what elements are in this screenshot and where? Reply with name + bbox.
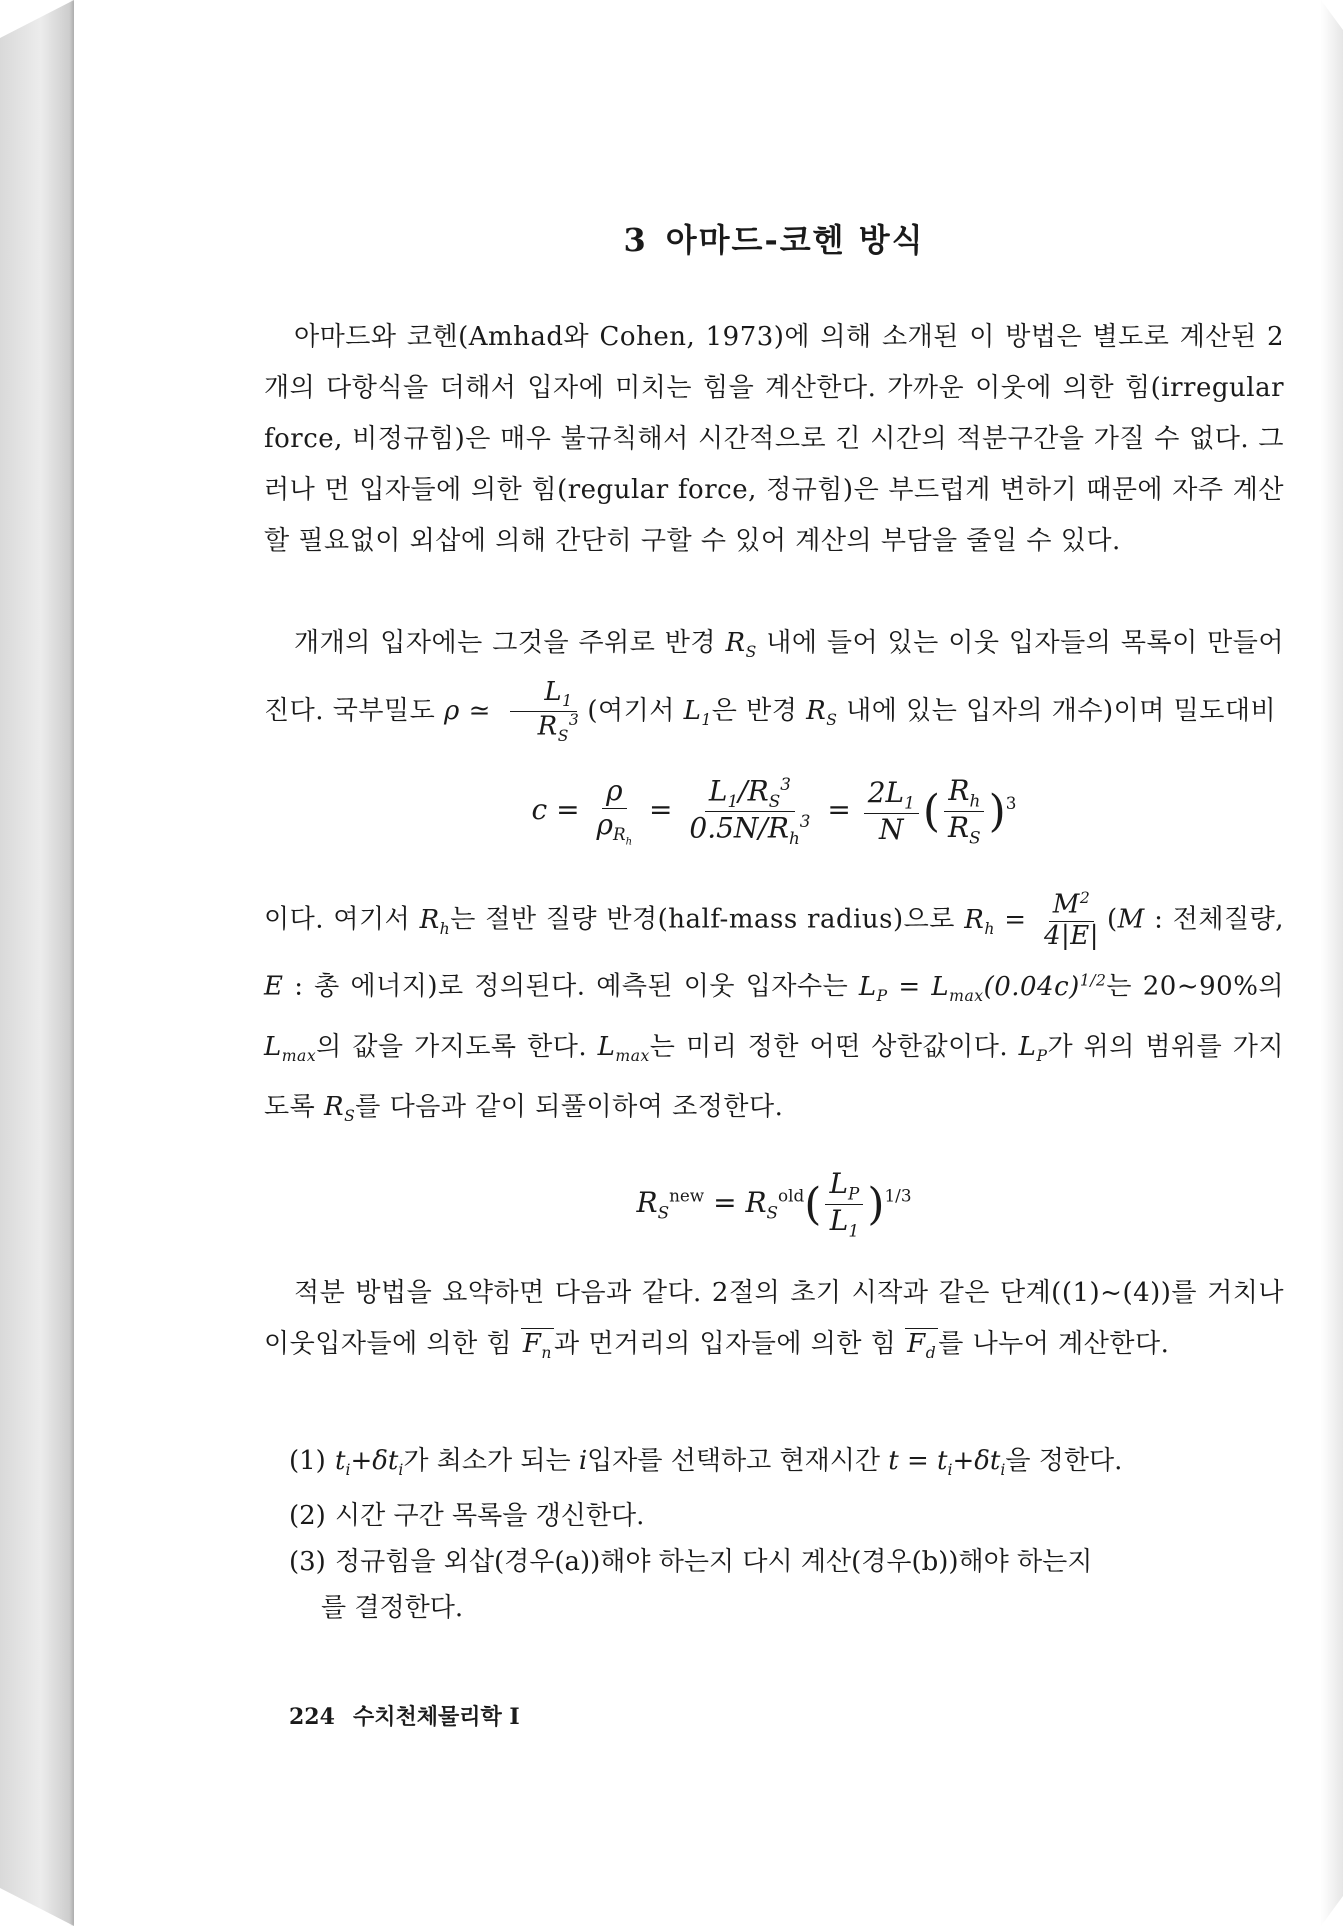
p3-i: 가 위의 범위를 가지도록	[264, 1031, 1284, 1122]
lmax-l: L	[931, 971, 950, 1002]
paragraph-1	[264, 312, 1284, 567]
ratio-cube: 3	[780, 774, 791, 794]
list-item-text: $t_i+\delta t_i$가 최소가 되는 i입자를 선택하고 현재시간 $t = t_i+\delta t_i$을 정한다.	[335, 1446, 1123, 1480]
update-frac	[825, 1168, 863, 1241]
frac-rho-num: ρ	[602, 775, 626, 808]
update-frac-den	[826, 1205, 863, 1241]
step-list	[289, 1438, 1284, 1631]
item1-e: 입자를 선택하고 현재시간	[587, 1446, 889, 1476]
lp-sub-2: P	[1036, 1046, 1048, 1065]
m-symbol: M	[1117, 904, 1145, 935]
half-exp: 1/2	[1079, 970, 1107, 989]
ratio-rs-sub: S	[768, 790, 781, 811]
item1-i: i	[578, 1446, 588, 1476]
lp-eq: =	[898, 971, 921, 1002]
rho-den-subsub: h	[625, 836, 633, 848]
update-l1-sub: 1	[848, 1220, 860, 1241]
section-title	[264, 215, 1284, 261]
p2-b: 내에 들어 있는 이웃 입자들의 목록이 만들어진다. 국부밀도	[264, 628, 1284, 727]
lp-sub: P	[876, 986, 888, 1005]
list-item-label: (2)	[289, 1501, 326, 1532]
page-number: 224	[289, 1704, 335, 1730]
update-paren-close: )	[867, 1178, 885, 1230]
paragraph-3-text	[264, 890, 1284, 1142]
eq-sign-2: =	[649, 793, 673, 827]
fd-sub: d	[925, 1344, 937, 1363]
page-footer	[289, 1700, 520, 1731]
rs-r-4: R	[324, 1091, 345, 1122]
rs-symbol-3	[324, 1091, 356, 1126]
item1-dt: +δt	[350, 1446, 399, 1476]
l1-sub: 1	[562, 692, 573, 711]
l1-l-2: L	[683, 696, 702, 727]
item1-h: 을 정한다.	[1005, 1446, 1123, 1476]
frac-2l1-num	[864, 777, 919, 814]
rs-new-r: R	[636, 1185, 658, 1219]
two-l1: 2L	[867, 776, 905, 810]
half-n-cube: 3	[799, 811, 811, 832]
lmax-l-3: L	[597, 1031, 616, 1062]
list-item	[289, 1493, 1284, 1539]
item1-t: t	[335, 1446, 346, 1476]
list-item	[289, 1539, 1284, 1585]
p2-c: (여기서	[587, 696, 684, 727]
rs-sub-3: S	[826, 711, 838, 730]
p3-g: 의 값을 가지도록 한다.	[316, 1031, 598, 1062]
rs-r-2: R	[537, 711, 558, 742]
rh-sub: h	[969, 790, 981, 811]
item1-f: t = t	[888, 1446, 948, 1476]
rh-r-3: R	[964, 904, 985, 935]
update-lp: L	[829, 1167, 849, 1200]
rs-new-sub: S	[657, 1202, 670, 1223]
lmax-symbol-3	[597, 1031, 650, 1065]
update-eq: =	[713, 1185, 737, 1219]
p4-c: 를 나누어 계산한다.	[938, 1329, 1170, 1359]
frac-ratio	[685, 775, 814, 848]
book-page-edge	[1321, 0, 1343, 1926]
density-numerator	[510, 678, 576, 712]
paragraph-3	[264, 890, 1284, 1142]
ratio-l1: L	[708, 774, 728, 808]
ratio-l1-sub: 1	[727, 790, 739, 811]
rh-r-2: R	[419, 904, 440, 935]
paragraph-1-text: 아마드와 코헨(Amhad와 Cohen, 1973)에 의해 소개된 이 방법은 별도로 계산된 2개의 다항식을 더해서 입자에 미치는 힘을 계산한다. 가까운 이웃에 의한 힘(irregular force, 비정규힘)은 매우 불규칙해서 시간적으로 긴 시간의 적분구간을 가질 수 없다. 그러나 먼 입자들에 의한 힘(regular force, 정규힘)은 부드럽게 변하기 때문에 자주 계산할 필요없이 외삽에 의해 간단히 구할 수 있어 계산의 부담을 줄일 수 있다.	[264, 322, 1284, 556]
rs-new-sup: new	[669, 1185, 705, 1206]
list-item-text: 시간 구간 목록을 갱신한다.	[335, 1501, 645, 1532]
lp-l: L	[858, 971, 877, 1002]
eq-sign-1: =	[556, 793, 580, 827]
book-spine-edge	[0, 0, 74, 1926]
p3-b: 는 절반 질량 반경(half-mass radius)으로	[450, 904, 965, 935]
p3-e: : 총 에너지)로 정의된다. 예측된 이웃 입자수는	[283, 971, 859, 1002]
update-frac-num	[825, 1168, 863, 1205]
rs-r: R	[725, 628, 746, 658]
rs-sub: S	[745, 643, 757, 662]
fd-vector	[905, 1328, 938, 1363]
eq-cube: 3	[1005, 792, 1017, 813]
list-item-continuation: 를 결정한다.	[321, 1593, 464, 1624]
rs-den: R	[948, 811, 970, 845]
p2-a: 개개의 입자에는 그것을 주위로 반경	[294, 628, 726, 658]
frac-rh-num	[944, 775, 984, 812]
rs-symbol-2	[806, 696, 838, 730]
p3-d: : 전체질량,	[1144, 904, 1285, 935]
lmax-sub-3: max	[615, 1046, 650, 1065]
eq-c: c	[531, 793, 548, 827]
rs-symbol	[725, 628, 757, 662]
lp-symbol-2	[1018, 1031, 1048, 1065]
m2-sq: 2	[1079, 889, 1091, 907]
update-paren-open: (	[804, 1178, 822, 1230]
item1-g: +δt	[952, 1446, 1001, 1476]
lmax-expr: (0.04c)	[983, 971, 1080, 1002]
list-item-label: (1)	[289, 1446, 326, 1476]
rh-symbol	[419, 904, 451, 938]
frac-2l1-den: N	[879, 813, 904, 847]
rh-sub-3: h	[984, 919, 995, 938]
frac-rs-den	[944, 812, 985, 848]
list-item	[289, 1438, 1284, 1493]
p3-a: 이다. 여기서	[264, 904, 420, 935]
local-density	[444, 677, 587, 746]
rs-sub-2: S	[557, 727, 569, 746]
section-title-text: 아마드-코헨 방식	[665, 221, 925, 259]
p3-c: (	[1107, 904, 1118, 935]
update-l1: L	[829, 1203, 849, 1237]
paragraph-2-text	[264, 618, 1284, 746]
p3-f: 는 20~90%의	[1106, 971, 1285, 1002]
rs-old-sub: S	[766, 1202, 779, 1223]
m2-m: M	[1052, 889, 1080, 920]
rs-old-sup: old	[778, 1185, 805, 1206]
rs-new	[636, 1185, 705, 1223]
p3-j: 를 다음과 같이 되풀이하여 조정한다.	[355, 1091, 784, 1122]
rho-den: ρ	[596, 807, 613, 841]
p4-a: 적분 방법을 요약하면 다음과 같다. 2절의 초기 시작과 같은 단계((1)~(4))를 거치나 이웃입자들에 의한 힘	[264, 1278, 1284, 1359]
p4-b: 과 먼거리의 입자들에 의한 힘	[553, 1329, 906, 1359]
list-item-text: 정규힘을 외삽(경우(a))해야 하는지 다시 계산(경우(b))해야 하는지	[335, 1547, 1093, 1578]
list-item-label: (3)	[289, 1547, 326, 1578]
rh-frac-den: 4|E|	[1043, 920, 1099, 951]
density-fraction	[504, 678, 584, 746]
lmax-l-2: L	[264, 1031, 282, 1062]
paragraph-4-text	[264, 1268, 1284, 1379]
rh-r: R	[948, 774, 970, 808]
l1-l: L	[544, 677, 563, 708]
lp-symbol	[858, 970, 1107, 1005]
rh-eq: =	[1004, 904, 1027, 935]
book-page	[74, 0, 1321, 1926]
ratio-rs: R	[747, 774, 769, 808]
lmax-sub-2: max	[281, 1046, 317, 1065]
paren-open: (	[922, 786, 940, 838]
rs-update-equation	[264, 1168, 1284, 1241]
density-contrast-equation	[264, 775, 1284, 848]
rs-sub-4: S	[344, 1107, 356, 1126]
p3-h: 는 미리 정한 어떤 상한값이다.	[649, 1031, 1019, 1062]
eq-sign-3: =	[827, 793, 851, 827]
rs-r-3: R	[806, 696, 827, 727]
rho-den-sub: R	[612, 824, 626, 845]
fd-f: F	[907, 1329, 926, 1359]
density-denominator	[504, 712, 584, 746]
rs-old	[745, 1185, 805, 1223]
p2-d: 은 반경	[711, 696, 807, 727]
paragraph-4	[264, 1268, 1284, 1379]
frac-ratio-den	[685, 812, 814, 848]
section-number: 3	[623, 221, 648, 259]
p2-e: 내에 있는 입자의 개수)이며 밀도대비	[837, 696, 1277, 727]
frac-rh-rs	[944, 775, 985, 848]
approx-symbol: ≃	[468, 696, 491, 727]
rh-def	[964, 889, 1107, 951]
lmax-sub: max	[949, 986, 984, 1005]
frac-rho-den	[593, 809, 637, 849]
l1-sub-2: 1	[701, 711, 712, 730]
fn-f: F	[522, 1329, 542, 1359]
fn-vector	[521, 1328, 554, 1363]
paren-close: )	[988, 786, 1006, 838]
frac-rho	[593, 775, 637, 848]
fn-sub: n	[541, 1344, 552, 1363]
half-n: 0.5N/R	[689, 811, 789, 845]
cube-sup: 3	[568, 711, 580, 730]
two-l1-sub: 1	[904, 792, 915, 813]
rh-frac	[1040, 890, 1103, 951]
rho-symbol: ρ	[444, 696, 460, 727]
lp-l-2: L	[1018, 1031, 1037, 1062]
frac-ratio-num: $L_1/R_S^3$	[705, 775, 795, 812]
item1-c: 가 최소가 되는	[403, 1446, 579, 1476]
e-symbol: E	[264, 971, 284, 1002]
half-n-sub: h	[788, 828, 800, 849]
lmax-symbol-2	[264, 1031, 317, 1065]
l1-symbol	[683, 696, 712, 730]
rs-old-r: R	[745, 1185, 767, 1219]
book-title: 수치천체물리학 Ⅰ	[352, 1704, 520, 1730]
third-exp: 1/3	[884, 1185, 912, 1206]
rs-den-sub: S	[969, 827, 981, 848]
rh-frac-num	[1049, 890, 1095, 922]
paragraph-2	[264, 618, 1284, 746]
frac-2l1	[864, 777, 919, 846]
rh-sub-2: h	[439, 919, 451, 938]
update-lp-sub: P	[848, 1183, 860, 1204]
